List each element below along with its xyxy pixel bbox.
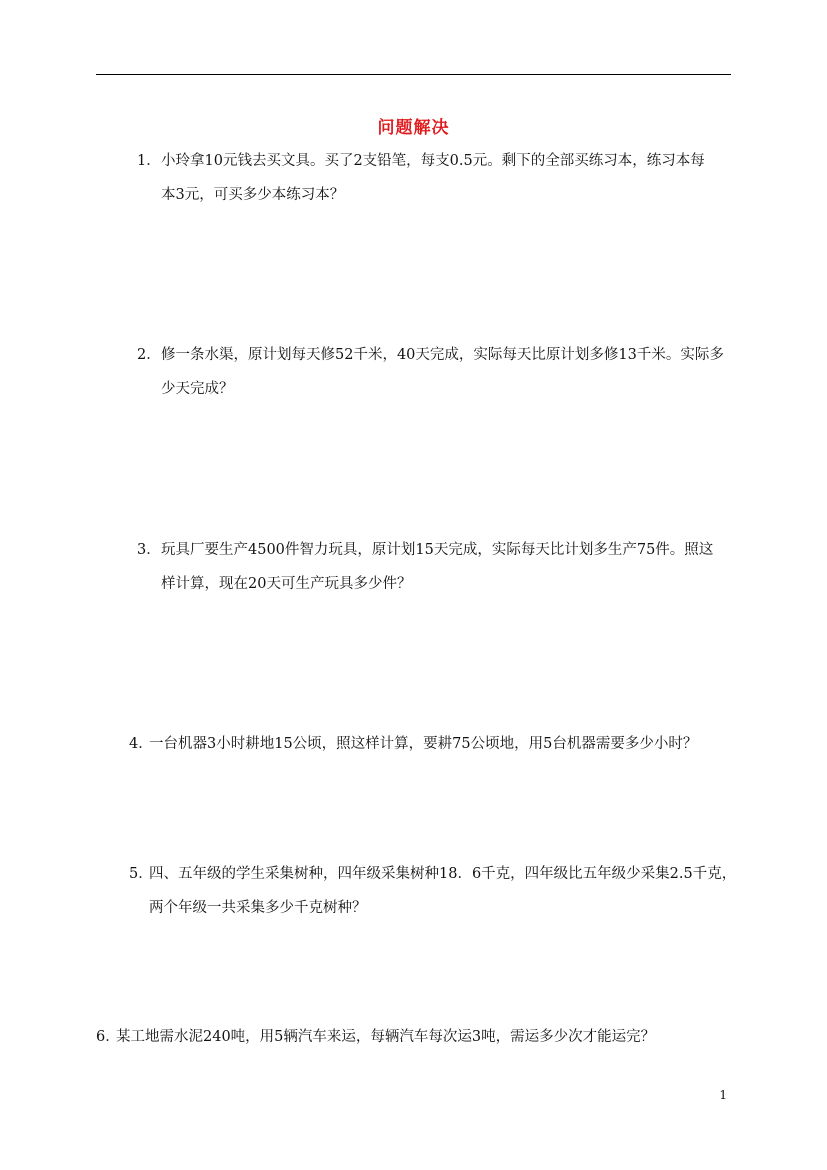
page-title: 问题解决	[377, 118, 450, 138]
question-text-line-1: 小玲拿10元钱去买文具。买了2支铅笔，每支0.5元。剩下的全部买练习本，练习本每	[161, 153, 705, 169]
page-number: 1	[719, 1088, 727, 1102]
question-text-line-1: 某工地需水泥240吨，用5辆汽车来运，每辆汽车每次运3吨，需运多少次才能运完？	[116, 1029, 656, 1045]
question-text-line-1: 修一条水渠，原计划每天修52千米，40天完成，实际每天比原计划多修13千米。实际多	[161, 347, 724, 363]
question-text-line-1: 玩具厂要生产4500件智力玩具，原计划15天完成，实际每天比计划多生产75件。照这	[161, 542, 714, 558]
question-text-line-2: 本3元，可买多少本练习本？	[161, 187, 345, 203]
question-6	[96, 1020, 655, 1054]
question-3	[137, 533, 713, 601]
question-1	[137, 144, 705, 212]
question-text-line-2: 样计算，现在20天可生产玩具多少件？	[161, 576, 412, 592]
question-number: 6．	[96, 1029, 120, 1045]
question-2	[137, 338, 724, 406]
question-text-line-1: 四、五年级的学生采集树种，四年级采集树种18．6千克，四年级比五年级少采集2.5千克，	[149, 866, 737, 882]
question-number: 2．	[137, 347, 161, 363]
question-number: 1．	[137, 153, 161, 169]
question-text-line-2: 少天完成？	[161, 381, 234, 397]
question-text-line-2: 两个年级一共采集多少千克树种？	[149, 900, 367, 916]
question-number: 3．	[137, 542, 161, 558]
question-5	[129, 857, 736, 925]
question-number: 4．	[129, 736, 153, 752]
question-number: 5．	[129, 866, 153, 882]
question-text-line-1: 一台机器3小时耕地15公顷，照这样计算，要耕75公顷地，用5台机器需要多少小时？	[149, 736, 698, 752]
question-4	[129, 727, 697, 761]
header-rule	[96, 74, 731, 75]
